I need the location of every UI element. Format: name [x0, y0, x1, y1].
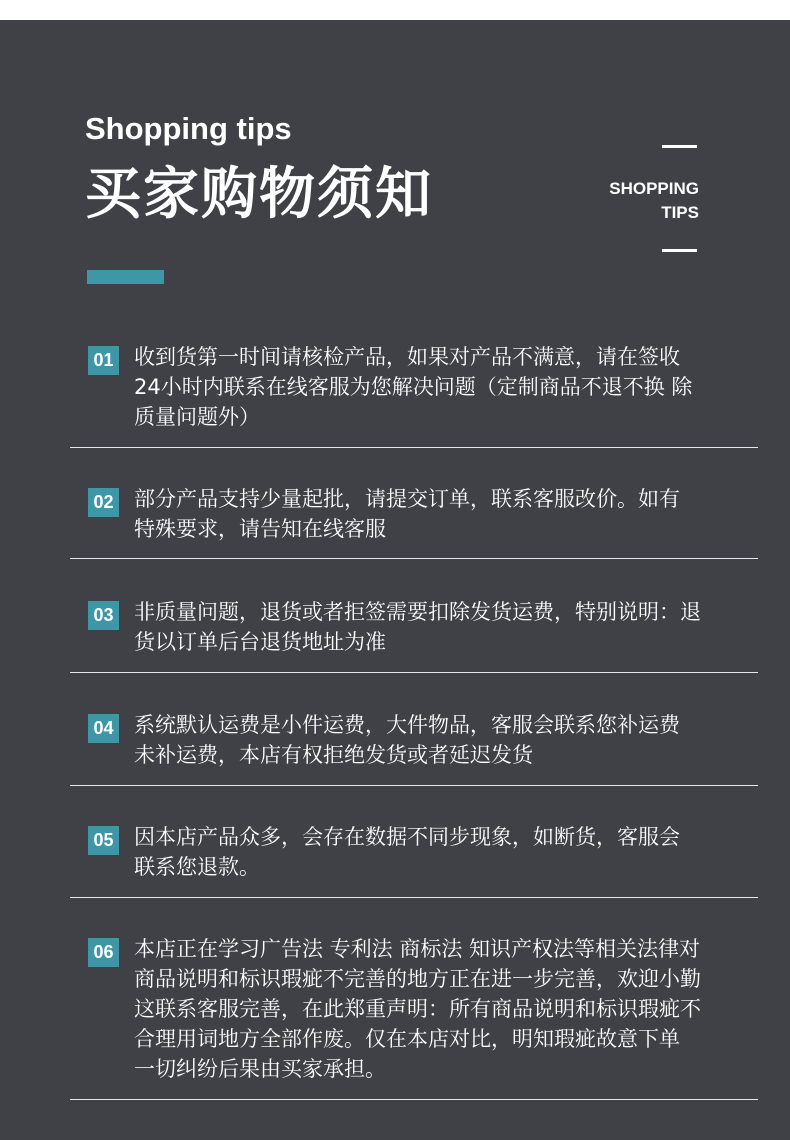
accent-bar: [87, 270, 164, 284]
tip-number-badge: 05: [88, 826, 119, 855]
tip-item: [70, 692, 758, 786]
title-english: Shopping tips: [85, 111, 292, 146]
side-divider-top: [662, 145, 697, 148]
tip-item: [70, 466, 758, 559]
tip-item: [70, 324, 758, 448]
tip-text: 收到货第一时间请核检产品，如果对产品不满意，请在签收 24小时内联系在线客服为您解决问题（定制商品不退不换 除 质量问题外）: [134, 345, 693, 429]
tip-item: [70, 804, 758, 898]
tip-item: [70, 916, 758, 1100]
tip-text: 非质量问题，退货或者拒签需要扣除发货运费，特别说明：退 货以订单后台退货地址为准: [134, 600, 701, 654]
side-label-line1: SHOPPING: [609, 179, 699, 198]
title-chinese: 买家购物须知: [85, 162, 433, 227]
tip-number-badge: 03: [88, 601, 119, 630]
side-label-line2: TIPS: [661, 203, 699, 222]
tip-number-badge: 04: [88, 714, 119, 743]
side-divider-bottom: [662, 249, 697, 252]
tip-text: 系统默认运费是小件运费，大件物品，客服会联系您补运费 未补运费，本店有权拒绝发货或者延迟发货: [134, 713, 680, 767]
tip-number-badge: 01: [88, 346, 119, 375]
tip-number-badge: 02: [88, 488, 119, 517]
tip-text: 因本店产品众多，会存在数据不同步现象，如断货，客服会 联系您退款。: [134, 825, 680, 879]
side-label: [609, 177, 699, 225]
tip-item: [70, 579, 758, 673]
tip-number-badge: 06: [88, 938, 119, 967]
tip-text: 部分产品支持少量起批，请提交订单，联系客服改价。如有 特殊要求，请告知在线客服: [134, 487, 680, 541]
tip-text: 本店正在学习广告法 专利法 商标法 知识产权法等相关法律对 商品说明和标识瑕疵不完善的地方正在进一步完善，欢迎小勤 这联系客服完善，在此郑重声明：所有商品说明和标识瑕疵不 合理用词地方全部作废。仅在本店对比，明知瑕疵故意下单 一切纠纷后果由买家承担。: [134, 937, 701, 1081]
tips-panel: [0, 20, 790, 1140]
